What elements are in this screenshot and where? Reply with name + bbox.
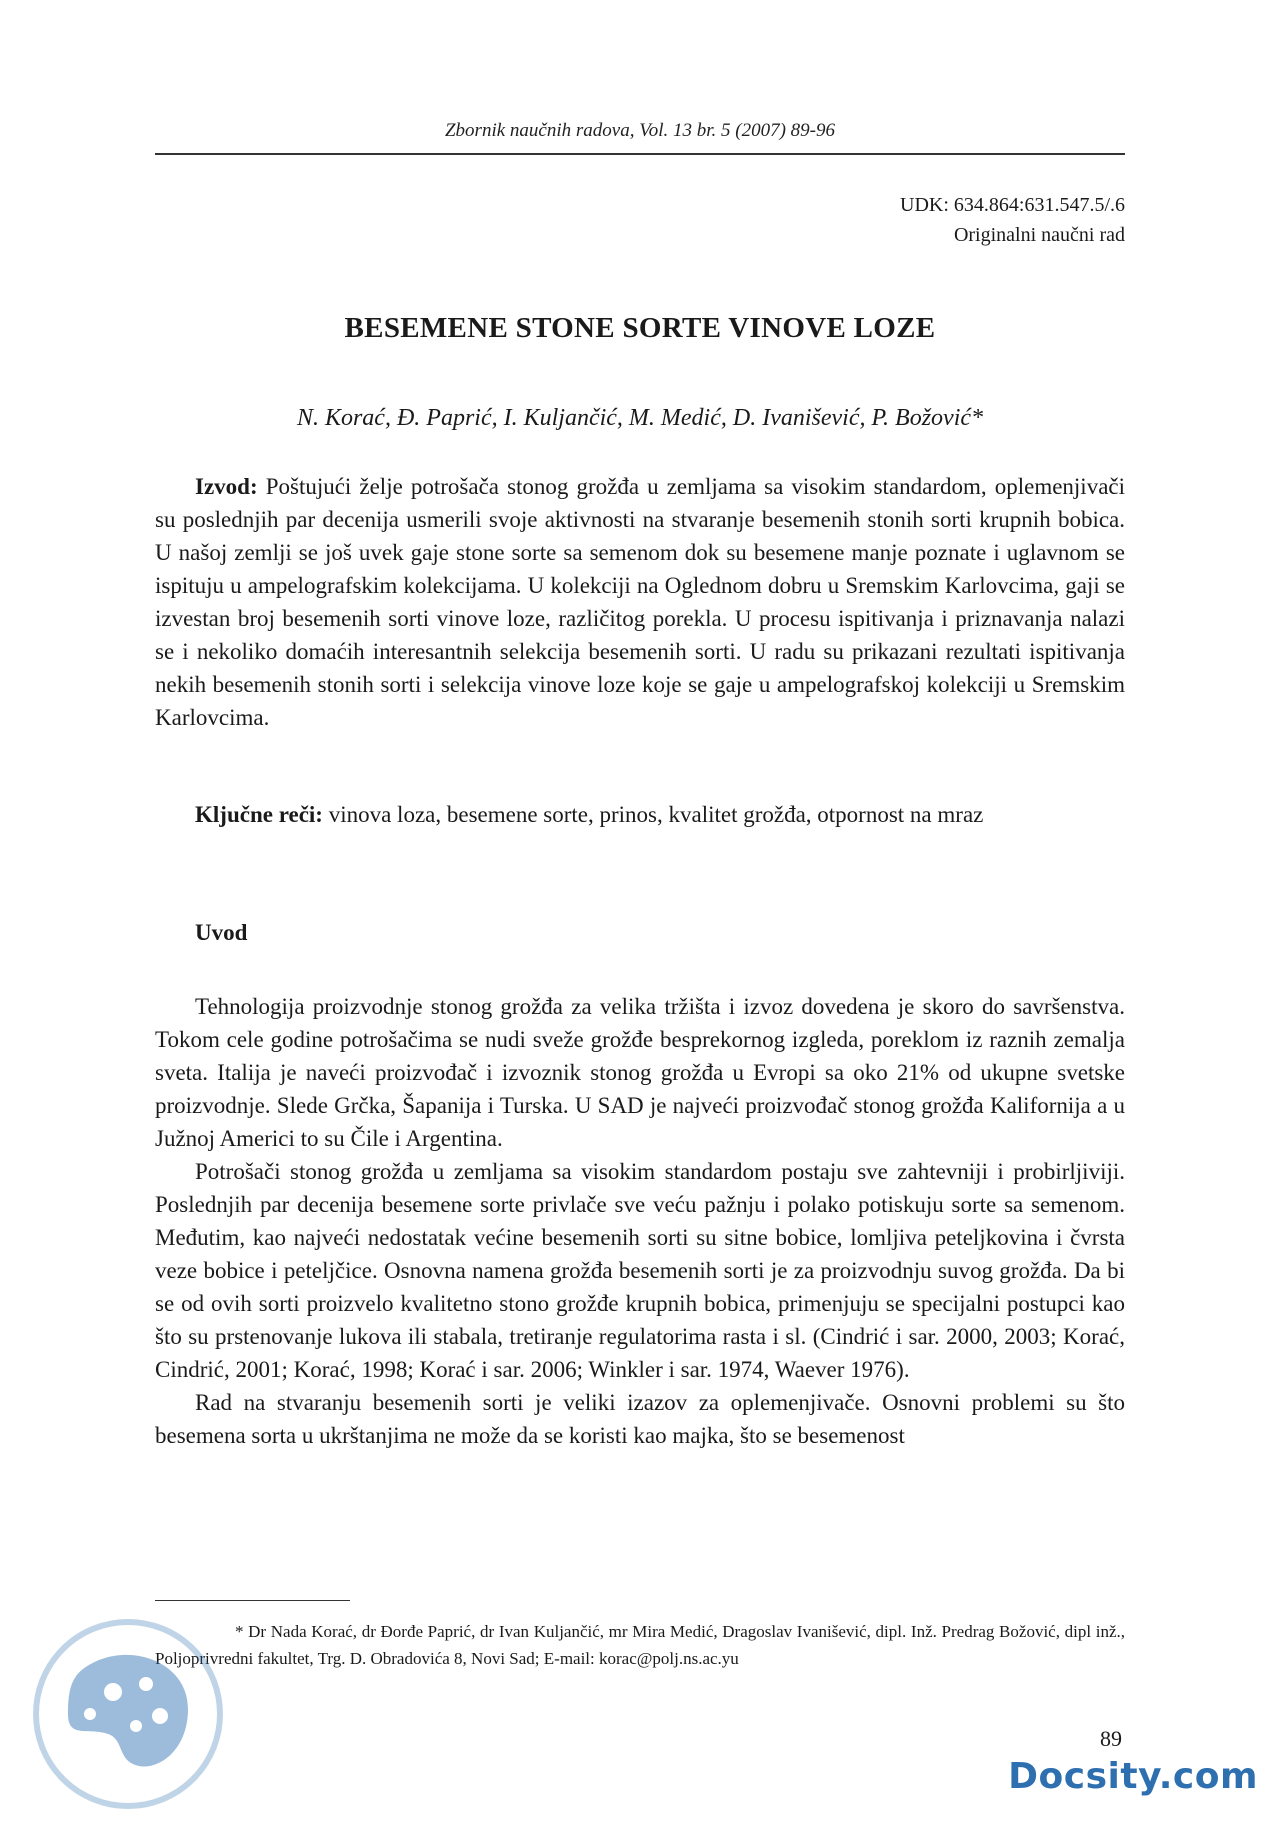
header-rule: [155, 153, 1125, 155]
author-list: N. Korać, Đ. Paprić, I. Kuljančić, M. Medić, D. Ivanišević, P. Božović*: [296, 405, 984, 431]
footnote: [155, 1618, 1125, 1672]
footnote-rule: [155, 1600, 350, 1601]
abstract-label: Izvod:: [195, 474, 258, 499]
abstract-text: Poštujući želje potrošača stonog grožđa u zemljama sa visokim standardom, oplemenjivači su poslednjih par decenija usmerili svoje aktivnosti na stvaranje besemenih stonih sorti krupnih bobica. U našoj zemlji se još uvek gaje stone sorte sa semenom dok su besemene manje poznate i uglavnom se ispituju u ampelografskim kolekcijama. U kolekciji na Oglednom dobru u Sremskim Karlovcima, gaji se izvestan broj besemenih sorti vinove loze, različitog porekla. U procesu ispitivanja i priznavanja nalazi se i nekoliko domaćih interesantnih selekcija besemenih sorti. U radu su prikazani rezultati ispitivanja nekih besemenih stonih sorti i selekcija vinove loze koje se gaje u ampelografskoj kolekciji u Sremskim Karlovcima.: [155, 474, 1125, 730]
paragraph: Rad na stvaranju besemenih sorti je veliki izazov za oplemenjivače. Osnovni problemi su što besemena sorta u ukrštanjima ne može da se koristi kao majka, što se besemenost: [155, 1390, 1125, 1448]
paragraph: Potrošači stonog grožđa u zemljama sa visokim standardom postaju sve zahtevniji i probirljiviji. Poslednjih par decenija besemene sorte privlače sve veću pažnju i polako potiskuju sorte sa semenom. Međutim, kao najveći nedostatak većine besemenih sorti su sitne bobice, lomljiva peteljkovina i čvrsta veze bobice i peteljčice. Osnovna namena grožđa besemenih sorti je za proizvodnju suvog grožđa. Da bi se od ovih sorti proizvelo kvalitetno stono grožđe krupnih bobica, primenjuju se specijalni postupci kao što su prstenovanje lukova ili stabala, tretiranje regulatorima rasta i sl. (Cindrić i sar. 2000, 2003; Korać, Cindrić, 2001; Korać, 1998; Korać i sar. 2006; Winkler i sar. 1974, Waever 1976).: [155, 1159, 1125, 1382]
paper-title: BESEMENE STONE SORTE VINOVE LOZE: [344, 312, 936, 344]
keywords-text: vinova loza, besemene sorte, prinos, kvalitet grožđa, otpornost na mraz: [328, 802, 984, 827]
section-body: [155, 990, 1125, 1452]
udk-code: UDK: 634.864:631.547.5/.6: [900, 194, 1125, 216]
section-heading: Uvod: [195, 920, 248, 945]
classification-block: [900, 190, 1125, 250]
docsity-watermark[interactable]: Docsity.com: [1008, 1756, 1258, 1797]
docsity-logo-icon: [28, 1614, 228, 1814]
paper-type: Originalni naučni rad: [953, 224, 1125, 246]
running-head: Zbornik naučnih radova, Vol. 13 br. 5 (2007) 89-96: [444, 120, 835, 141]
abstract: [155, 470, 1125, 734]
keywords-label: Ključne reči:: [195, 802, 323, 827]
paragraph: Tehnologija proizvodnje stonog grožđa za velika tržišta i izvoz dovedena je skoro do savršenstva. Tokom cele godine potrošačima se nudi sveže grožđe besprekornog izgleda, poreklom iz raznih zemalja sveta. Italija je naveći proizvođač i izvoznik stonog grožđa u Evropi sa oko 21% od ukupne svetske proizvodnje. Slede Grčka, Šapanija i Turska. U SAD je najveći proizvođač stonog grožđa Kalifornija a u Južnoj Americi to su Čile i Argentina.: [155, 994, 1125, 1151]
footnote-text: * Dr Nada Korać, dr Đorđe Paprić, dr Ivan Kuljančić, mr Mira Medić, Dragoslav Ivanišević, dipl. Inž. Predrag Božović, dipl inž., Poljoprivredni fakultet, Trg. D. Obradovića 8, Novi Sad; E-mail: korac@polj.ns.ac.yu: [155, 1622, 1125, 1668]
page-number: 89: [1100, 1726, 1122, 1751]
keywords: [155, 798, 1125, 831]
